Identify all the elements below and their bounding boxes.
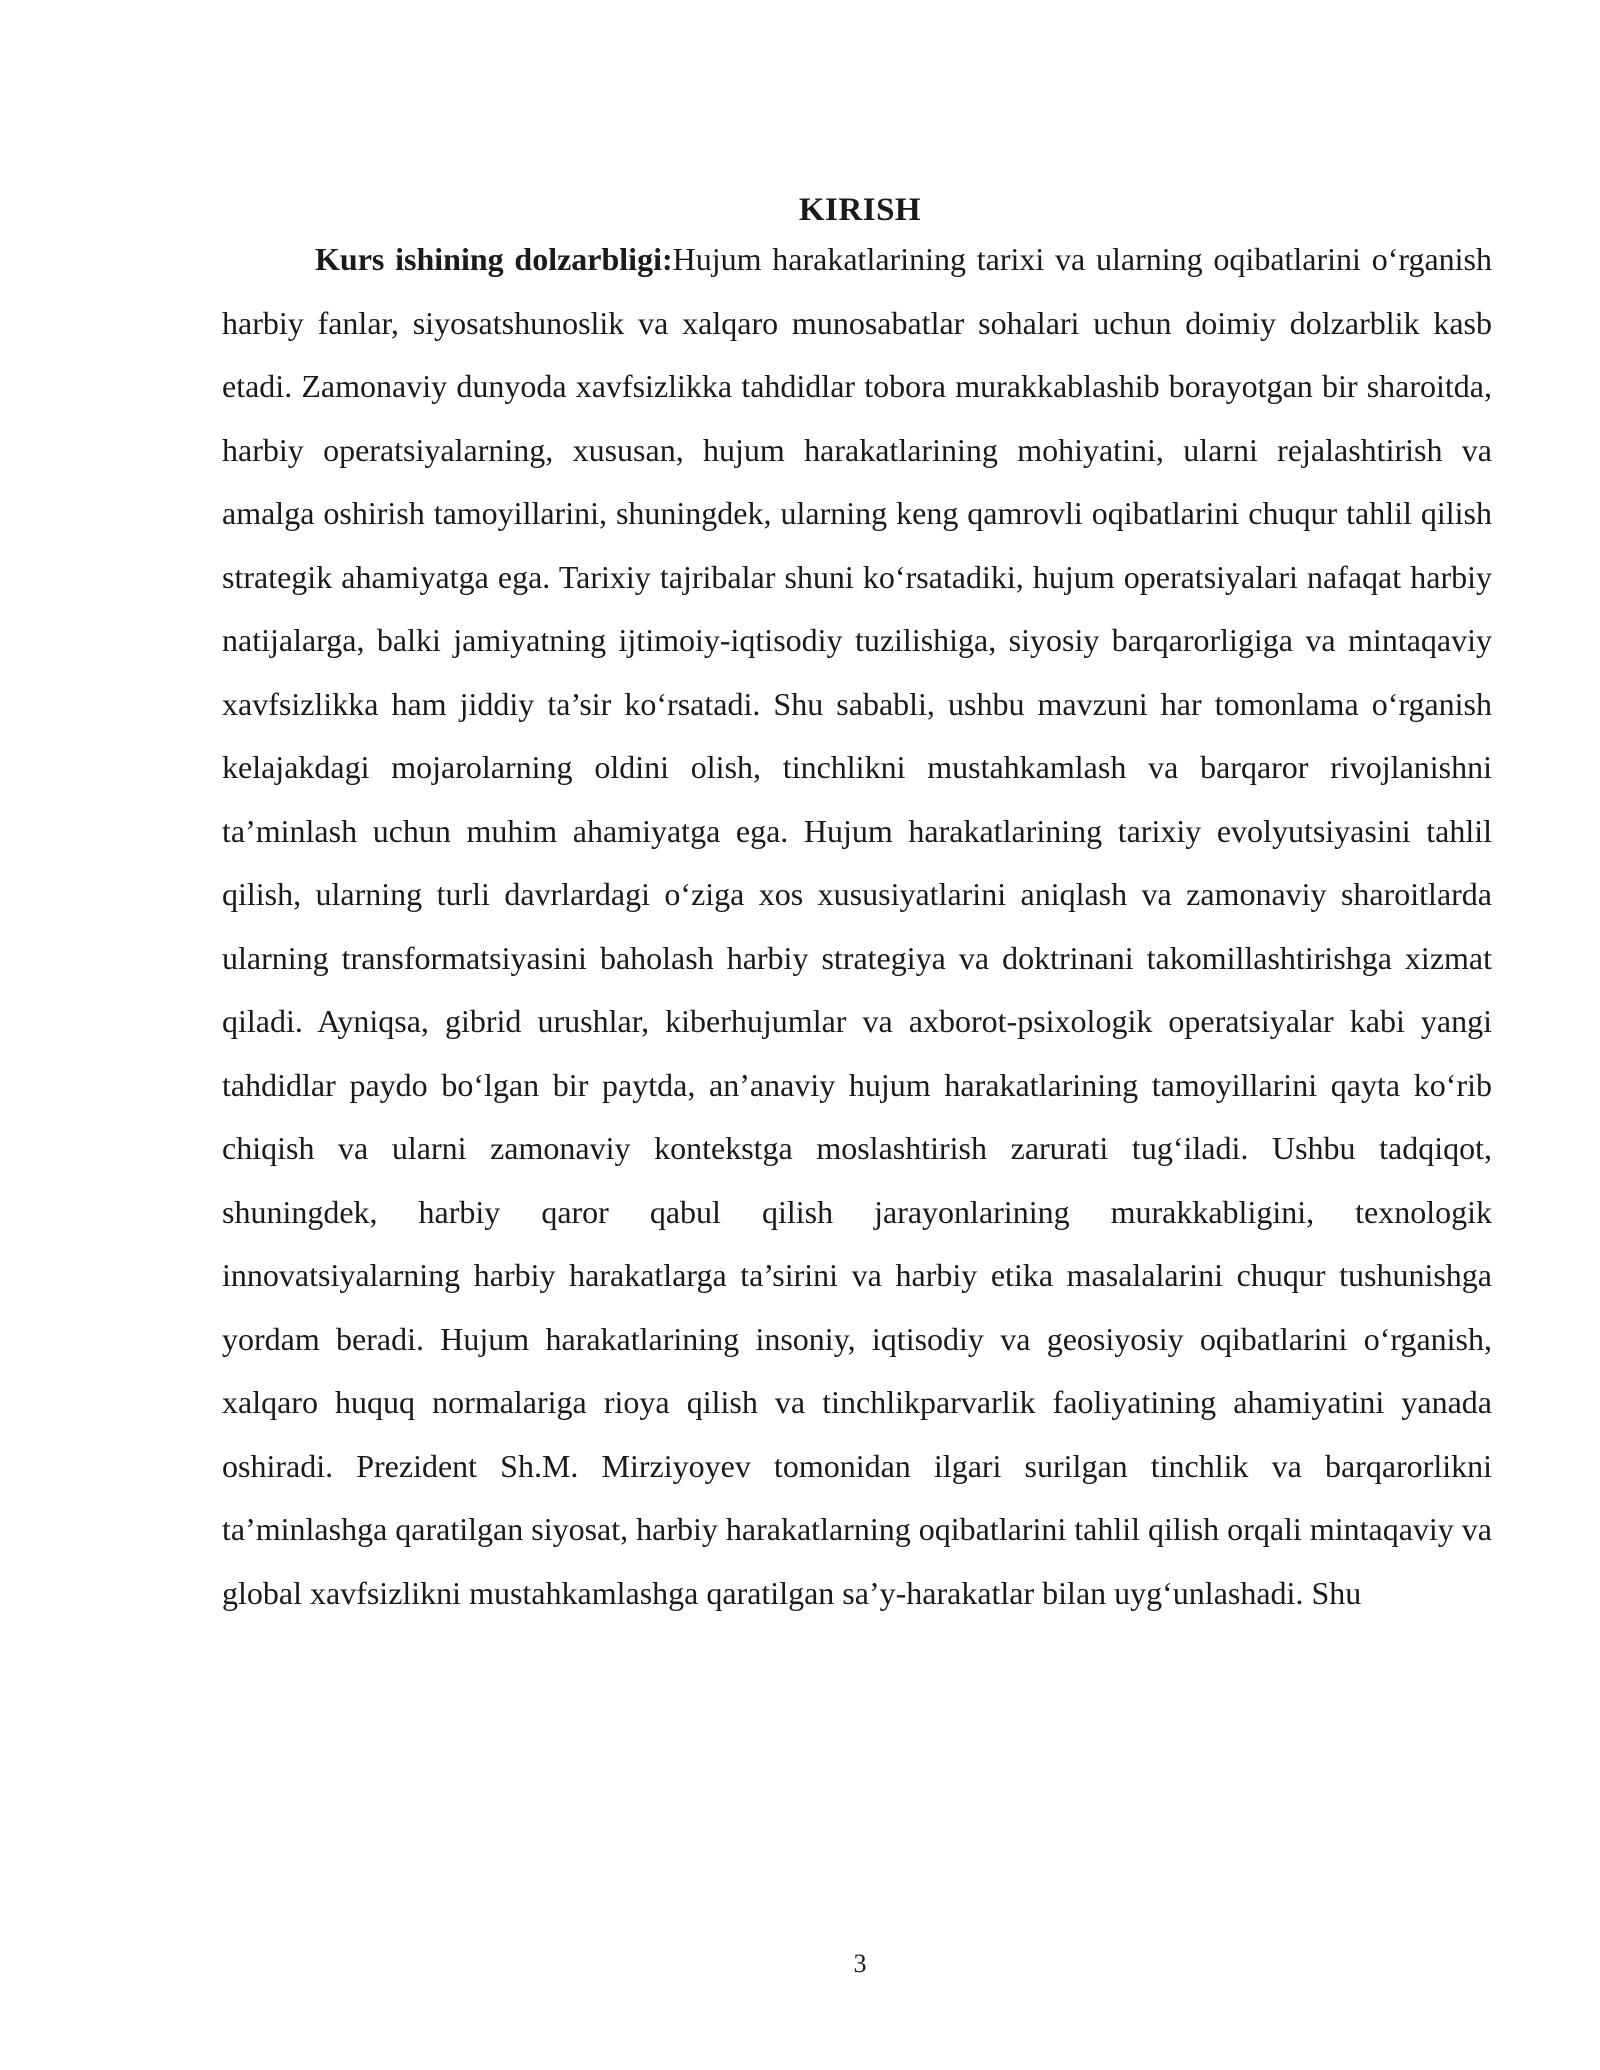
paragraph-text: Hujum harakatlarining tarixi va ularning oqibatlarini o‘rganish harbiy fanlar, siyosatshunoslik va xalqaro munosabatlar sohalari uchun doimiy dolzarblik kasb etadi. Zamonaviy dunyoda xavfsizlikka tahdidlar tobora murakkablashib borayotgan bir sharoitda, harbiy operatsiyalarning, xususan, hujum harakatlarining mohiyatini, ularni rejalashtirish va amalga oshirish tamoyillarini, shuningdek, ularning keng qamrovli oqibatlarini chuqur tahlil qilish strategik ahamiyatga ega. Tarixiy tajribalar shuni ko‘rsatadiki, hujum operatsiyalari nafaqat harbiy natijalarga, balki jamiyatning ijtimoiy-iqtisodiy tuzilishiga, siyosiy barqarorligiga va mintaqaviy xavfsizlikka ham jiddiy ta’sir ko‘rsatadi. Shu sababli, ushbu mavzuni har tomonlama o‘rganish kelajakdagi mojarolarning oldini olish, tinchlikni mustahkamlash va barqaror rivojlanishni ta’minlash uchun muhim ahamiyatga ega. Hujum harakatlarining tarixiy evolyutsiyasini tahlil qilish, ularning turli davrlardagi o‘ziga xos xususiyatlarini aniqlash va zamonaviy sharoitlarda ularning transformatsiyasini baholash harbiy strategiya va doktrinani takomillashtirishga xizmat qiladi. Ayniqsa, gibrid urushlar, kiberhujumlar va axborot-psixologik operatsiyalar kabi yangi tahdidlar paydo bo‘lgan bir paytda, an’anaviy hujum harakatlarining tamoyillarini qayta ko‘rib chiqish va ularni zamonaviy kontekstga moslashtirish zarurati tug‘iladi. Ushbu tadqiqot, shuningdek, harbiy qaror qabul qilish jarayonlarining murakkabligini, texnologik innovatsiyalarning harbiy harakatlarga ta’sirini va harbiy etika masalalarini chuqur tushunishga yordam beradi. Hujum harakatlarining insoniy, iqtisodiy va geosiyosiy oqibatlarini o‘rganish, xalqaro huquq normalariga rioya qilish va tinchlikparvarlik faoliyatining ahamiyatini yanada oshiradi. Prezident Sh.M. Mirziyoyev tomonidan ilgari surilgan tinchlik va barqarorlikni ta’minlashga qaratilgan siyosat, harbiy harakatlarning oqibatlarini tahlil qilish orqali mintaqaviy va global xavfsizlikni mustahkamlashga qaratilgan sa’y-harakatlar bilan uyg‘unlashadi. Shu xyxy=(222,241,1493,1611)
paragraph-lead: Kurs ishining dolzarbligi: xyxy=(315,241,673,277)
body-paragraph xyxy=(222,228,1492,1625)
page-number: 3 xyxy=(853,1949,867,1978)
section-heading: KIRISH xyxy=(798,192,922,228)
